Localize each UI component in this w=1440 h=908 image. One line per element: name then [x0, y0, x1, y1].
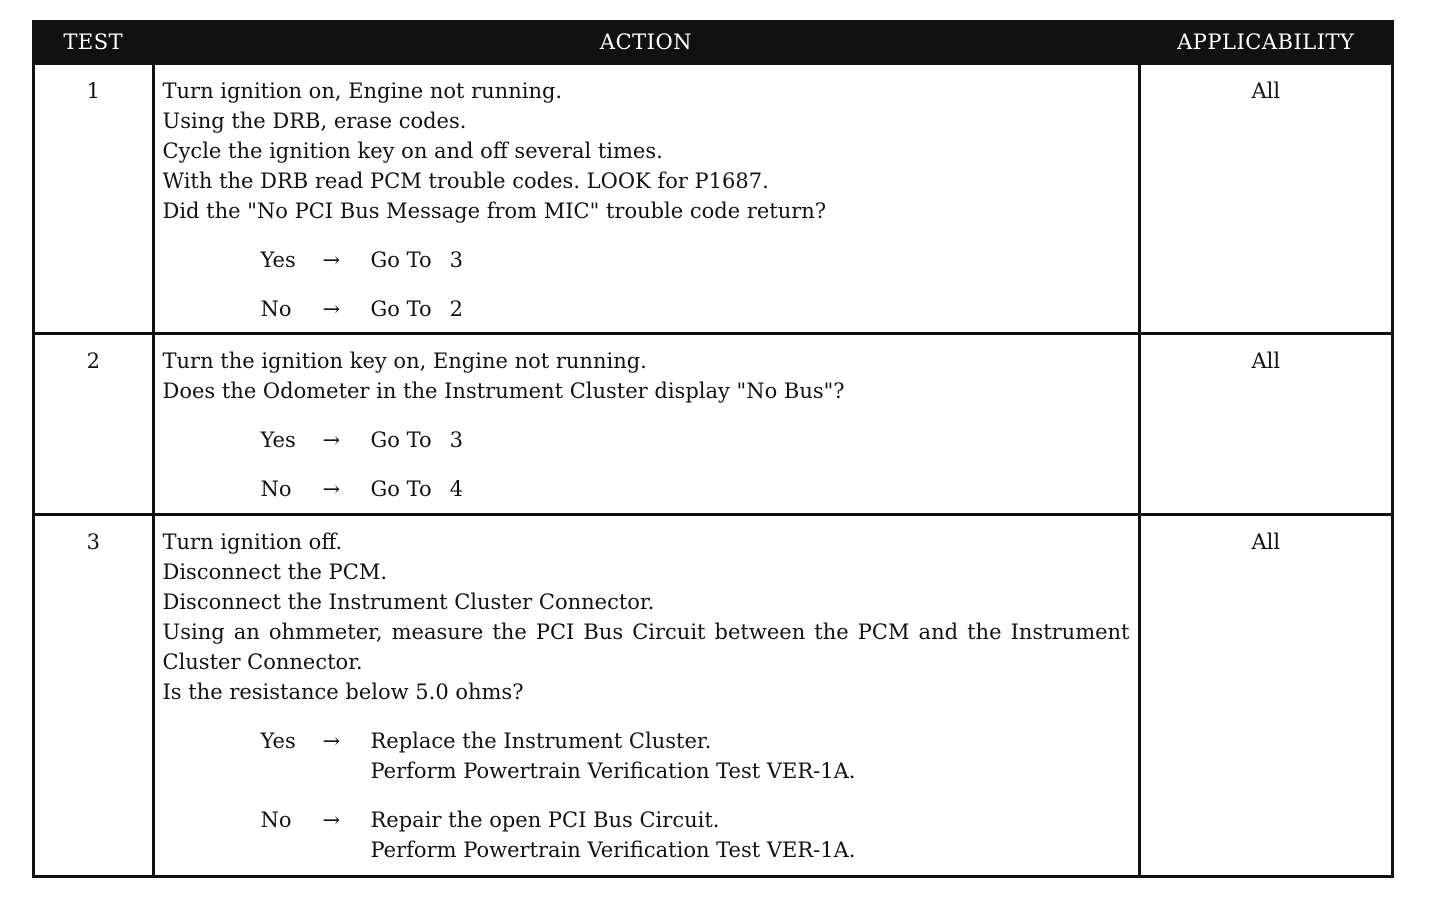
goto-line	[371, 294, 464, 324]
answer-label: No	[260, 807, 292, 832]
test-number: 1	[35, 63, 153, 333]
arrow-icon: →	[322, 728, 341, 753]
outcome-result	[371, 726, 856, 786]
action-step: Does the Odometer in the Instrument Cluster display "No Bus"?	[162, 378, 845, 403]
goto-target: 2	[449, 296, 463, 321]
goto-label: Go To	[370, 296, 432, 321]
goto-line	[371, 425, 464, 455]
arrow-icon: →	[322, 807, 341, 832]
action-step: With the DRB read PCM trouble codes. LOOK for P1687.	[162, 168, 769, 193]
outcome-no	[261, 805, 1130, 865]
answer-label: Yes	[260, 728, 296, 753]
outcome-no	[261, 474, 1130, 504]
action-cell	[153, 333, 1139, 514]
goto-label: Go To	[370, 427, 432, 452]
outcomes	[261, 425, 1130, 504]
outcomes	[261, 245, 1130, 324]
header-action: ACTION	[153, 23, 1139, 63]
applicability-value: All	[1139, 63, 1391, 333]
action-step: Turn ignition off.	[162, 529, 343, 554]
action-step: Using an ohmmeter, measure the PCI Bus Circuit between the PCM and the Instrument Cluster Connector.	[162, 619, 1130, 674]
action-step: Is the resistance below 5.0 ohms?	[162, 679, 524, 704]
goto-label: Go To	[370, 476, 432, 501]
table-header	[35, 23, 1391, 63]
table-row-test-3	[35, 514, 1391, 875]
answer-label: No	[260, 296, 292, 321]
result-line: Perform Powertrain Verification Test VER-1A.	[370, 758, 856, 783]
outcome-result	[371, 805, 856, 865]
table-row-test-1	[35, 63, 1391, 333]
arrow-icon: →	[322, 296, 341, 321]
action-step: Using the DRB, erase codes.	[162, 108, 467, 133]
action-steps	[163, 76, 1130, 226]
answer-label: Yes	[260, 427, 296, 452]
action-step: Cycle the ignition key on and off several times.	[162, 138, 663, 163]
test-table	[35, 23, 1391, 875]
goto-target: 3	[449, 247, 463, 272]
outcome-result	[371, 474, 464, 504]
arrow-icon: →	[322, 476, 341, 501]
table-row-test-2	[35, 333, 1391, 514]
outcome-result	[371, 245, 464, 275]
action-cell	[153, 514, 1139, 875]
applicability-value: All	[1139, 333, 1391, 514]
result-line: Perform Powertrain Verification Test VER-1A.	[370, 837, 856, 862]
goto-line	[371, 474, 464, 504]
action-cell	[153, 63, 1139, 333]
action-steps	[163, 346, 1130, 406]
action-steps	[163, 527, 1130, 707]
action-step: Disconnect the Instrument Cluster Connector.	[162, 589, 655, 614]
action-step: Disconnect the PCM.	[162, 559, 388, 584]
result-line: Replace the Instrument Cluster.	[370, 728, 712, 753]
action-step: Turn the ignition key on, Engine not running.	[162, 348, 647, 373]
answer-label: Yes	[260, 247, 296, 272]
test-number: 2	[35, 333, 153, 514]
arrow-icon: →	[322, 247, 341, 272]
action-step: Turn ignition on, Engine not running.	[162, 78, 563, 103]
outcome-yes	[261, 425, 1130, 455]
outcome-result	[371, 294, 464, 324]
goto-line	[371, 245, 464, 275]
outcome-yes	[261, 726, 1130, 786]
goto-target: 3	[449, 427, 463, 452]
outcome-no	[261, 294, 1130, 324]
header-row	[35, 23, 1391, 63]
arrow-icon: →	[322, 427, 341, 452]
outcome-result	[371, 425, 464, 455]
goto-label: Go To	[370, 247, 432, 272]
diagnostic-test-table	[32, 20, 1394, 878]
test-number: 3	[35, 514, 153, 875]
answer-label: No	[260, 476, 292, 501]
outcomes	[261, 726, 1130, 865]
applicability-value: All	[1139, 514, 1391, 875]
action-step: Did the "No PCI Bus Message from MIC" trouble code return?	[162, 198, 827, 223]
result-line: Repair the open PCI Bus Circuit.	[370, 807, 720, 832]
outcome-yes	[261, 245, 1130, 275]
header-test: TEST	[63, 30, 124, 55]
table-body	[35, 63, 1391, 875]
header-applicability: APPLICABILITY	[1139, 23, 1391, 63]
goto-target: 4	[449, 476, 463, 501]
